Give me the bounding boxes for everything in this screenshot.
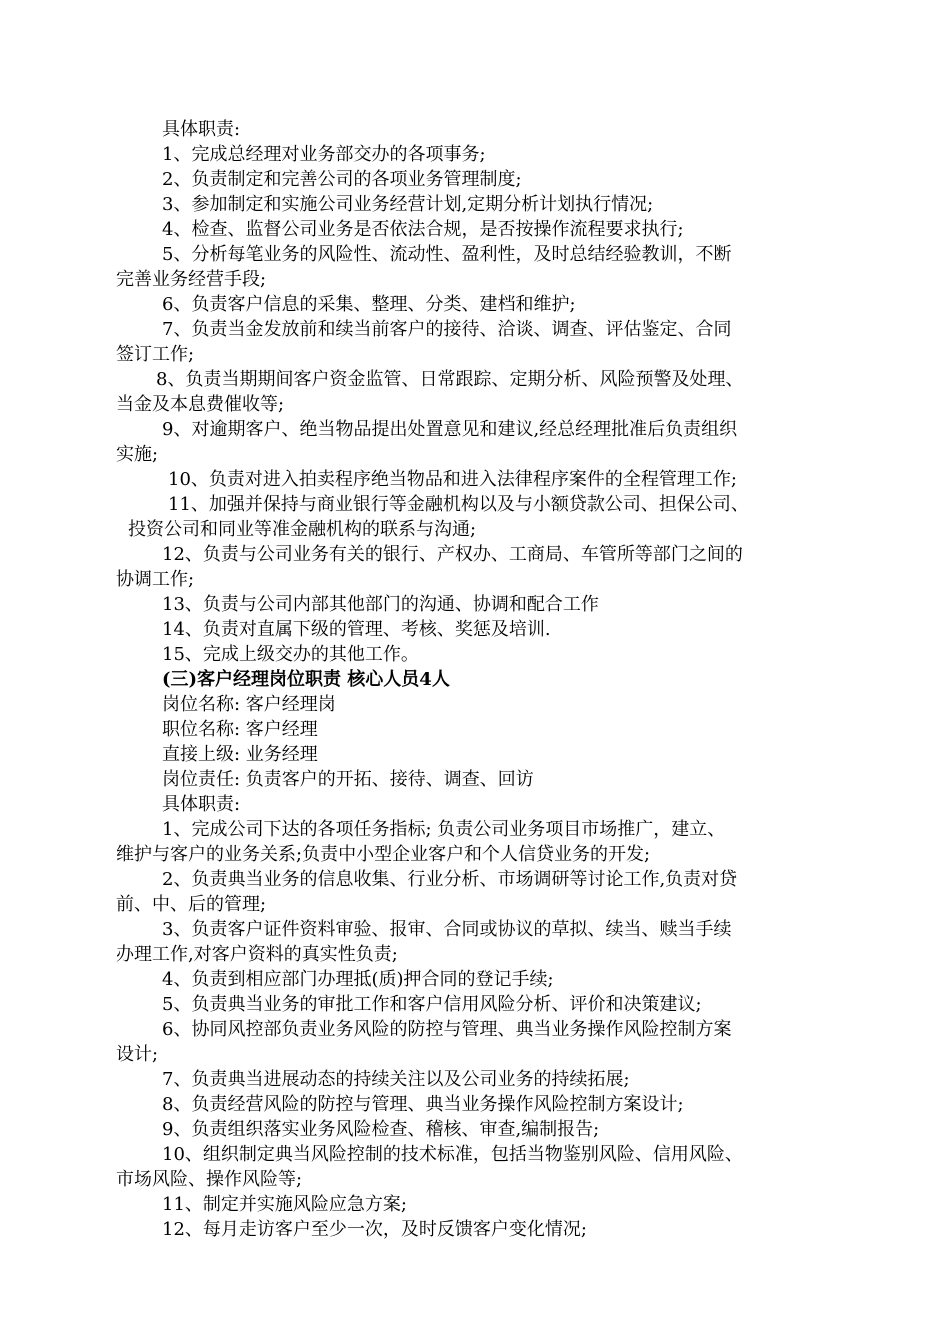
text-line: 1、完成公司下达的各项任务指标; 负责公司业务项目市场推广，建立、 bbox=[162, 819, 726, 840]
text-line: 3、负责客户证件资料审验、报审、合同或协议的草拟、续当、赎当手续 bbox=[162, 919, 732, 940]
text-line: 实施; bbox=[116, 444, 159, 465]
text-line: 设计; bbox=[116, 1044, 159, 1065]
text-line: 签订工作; bbox=[116, 344, 195, 365]
text-line: 7、负责当金发放前和续当前客户的接待、洽谈、调查、评估鉴定、合同 bbox=[162, 319, 732, 340]
text-line: 6、负责客户信息的采集、整理、分类、建档和维护; bbox=[162, 294, 576, 315]
text-line: 4、负责到相应部门办理抵(质)押合同的登记手续; bbox=[162, 969, 554, 990]
text-line: 8、负责当期期间客户资金监管、日常跟踪、定期分析、风险预警及处理、 bbox=[156, 369, 744, 390]
text-line: 7、负责典当进展动态的持续关注以及公司业务的持续拓展; bbox=[162, 1069, 630, 1090]
text-line: 10、组织制定典当风险控制的技术标准，包括当物鉴别风险、信用风险、 bbox=[162, 1144, 743, 1165]
text-line: 15、完成上级交办的其他工作。 bbox=[162, 644, 419, 665]
text-line: 11、加强并保持与商业银行等金融机构以及与小额贷款公司、担保公司、 bbox=[168, 494, 749, 515]
text-line: 当金及本息费催收等; bbox=[116, 394, 285, 415]
text-line: 5、分析每笔业务的风险性、流动性、盈利性，及时总结经验教训，不断 bbox=[162, 244, 732, 265]
section-heading: (三)客户经理岗位职责 核心人员4人 bbox=[162, 669, 450, 690]
text-line: 协调工作; bbox=[116, 569, 195, 590]
text-line: 投资公司和同业等准金融机构的联系与沟通; bbox=[128, 519, 477, 540]
text-line: 具体职责: bbox=[162, 119, 241, 140]
text-line: 12、负责与公司业务有关的银行、产权办、工商局、车管所等部门之间的 bbox=[162, 544, 743, 565]
text-line: 10、负责对进入拍卖程序绝当物品和进入法律程序案件的全程管理工作; bbox=[168, 469, 737, 490]
text-line: 14、负责对直属下级的管理、考核、奖惩及培训. bbox=[162, 619, 551, 640]
text-line: 前、中、后的管理; bbox=[116, 894, 267, 915]
text-line: 1、完成总经理对业务部交办的各项事务; bbox=[162, 144, 486, 165]
text-line: 8、负责经营风险的防控与管理、典当业务操作风险控制方案设计; bbox=[162, 1094, 684, 1115]
text-line: 具体职责: bbox=[162, 794, 241, 815]
text-line: 完善业务经营手段; bbox=[116, 269, 267, 290]
text-line: 岗位责任: 负责客户的开拓、接待、调查、回访 bbox=[162, 769, 534, 790]
text-line: 12、每月走访客户至少一次，及时反馈客户变化情况; bbox=[162, 1219, 587, 1240]
text-line: 维护与客户的业务关系;负责中小型企业客户和个人信贷业务的开发; bbox=[116, 844, 651, 865]
text-line: 市场风险、操作风险等; bbox=[116, 1169, 303, 1190]
text-line: 2、负责制定和完善公司的各项业务管理制度; bbox=[162, 169, 522, 190]
text-line: 直接上级: 业务经理 bbox=[162, 744, 318, 765]
text-line: 6、协同风控部负责业务风险的防控与管理、典当业务操作风险控制方案 bbox=[162, 1019, 732, 1040]
text-line: 4、检查、监督公司业务是否依法合规，是否按操作流程要求执行; bbox=[162, 219, 684, 240]
text-line: 9、负责组织落实业务风险检查、稽核、审查,编制报告; bbox=[162, 1119, 600, 1140]
text-line: 3、参加制定和实施公司业务经营计划,定期分析计划执行情况; bbox=[162, 194, 654, 215]
text-line: 岗位名称: 客户经理岗 bbox=[162, 694, 336, 715]
text-line: 5、负责典当业务的审批工作和客户信用风险分析、评价和决策建议; bbox=[162, 994, 702, 1015]
text-line: 9、对逾期客户、绝当物品提出处置意见和建议,经总经理批准后负责组织 bbox=[162, 419, 738, 440]
text-line: 2、负责典当业务的信息收集、行业分析、市场调研等讨论工作,负责对贷 bbox=[162, 869, 738, 890]
text-line: 职位名称: 客户经理 bbox=[162, 719, 318, 740]
text-line: 13、负责与公司内部其他部门的沟通、协调和配合工作 bbox=[162, 594, 599, 615]
text-line: 11、制定并实施风险应急方案; bbox=[162, 1194, 407, 1215]
text-line: 办理工作,对客户资料的真实性负责; bbox=[116, 944, 398, 965]
